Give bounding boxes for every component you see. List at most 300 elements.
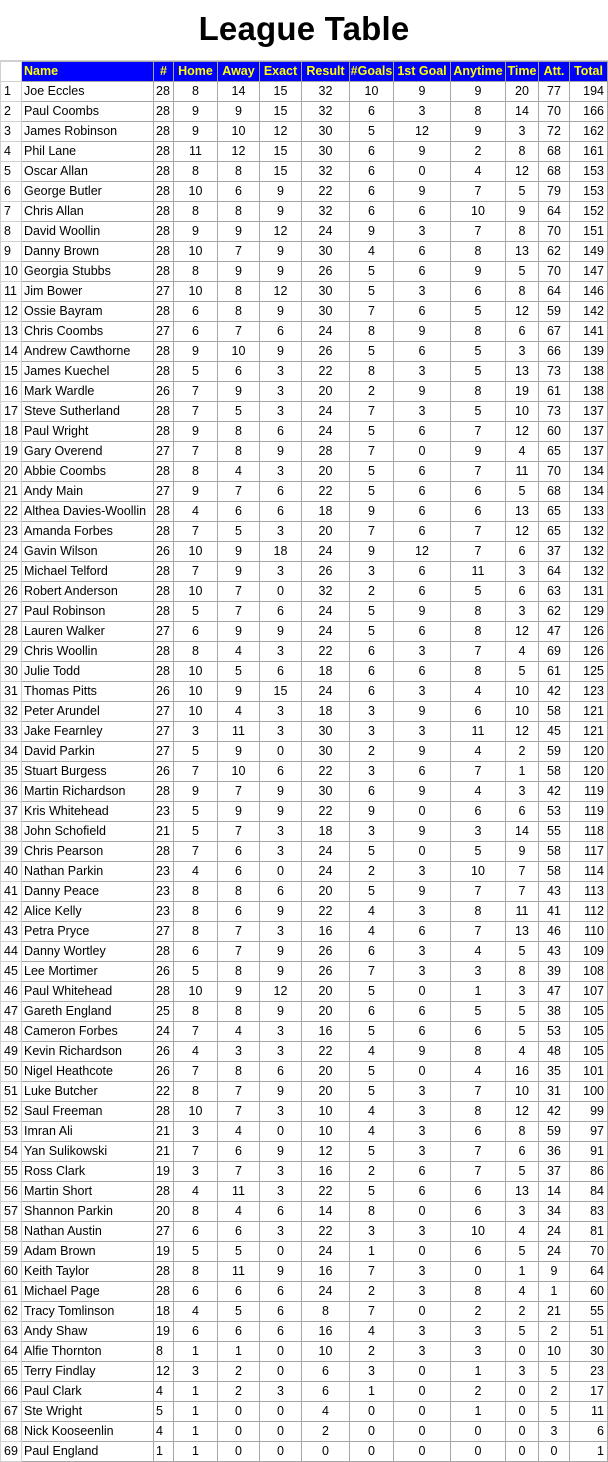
result-cell[interactable]: 16: [302, 1022, 350, 1042]
home-cell[interactable]: 5: [174, 822, 218, 842]
result-cell[interactable]: 18: [302, 502, 350, 522]
time-cell[interactable]: 4: [506, 442, 539, 462]
player-name[interactable]: Jim Bower: [22, 282, 154, 302]
first-goal-cell[interactable]: 3: [394, 222, 451, 242]
total-cell[interactable]: 151: [570, 222, 608, 242]
exact-cell[interactable]: 3: [260, 1022, 302, 1042]
total-cell[interactable]: 84: [570, 1182, 608, 1202]
first-goal-cell[interactable]: 0: [394, 1422, 451, 1442]
table-row[interactable]: [1, 882, 608, 902]
att-cell[interactable]: 31: [539, 1082, 570, 1102]
first-goal-cell[interactable]: 0: [394, 842, 451, 862]
att-cell[interactable]: 64: [539, 202, 570, 222]
total-cell[interactable]: 81: [570, 1222, 608, 1242]
result-cell[interactable]: 0: [302, 1442, 350, 1462]
table-row[interactable]: [1, 1402, 608, 1422]
goals-cell[interactable]: 6: [350, 642, 394, 662]
total-cell[interactable]: 142: [570, 302, 608, 322]
total-cell[interactable]: 107: [570, 982, 608, 1002]
played-cell[interactable]: 28: [154, 502, 174, 522]
goals-cell[interactable]: 6: [350, 682, 394, 702]
result-cell[interactable]: 12: [302, 1142, 350, 1162]
total-cell[interactable]: 194: [570, 82, 608, 102]
exact-cell[interactable]: 9: [260, 1002, 302, 1022]
att-cell[interactable]: 68: [539, 142, 570, 162]
home-cell[interactable]: 6: [174, 1222, 218, 1242]
player-name[interactable]: Stuart Burgess: [22, 762, 154, 782]
player-name[interactable]: Steve Sutherland: [22, 402, 154, 422]
att-cell[interactable]: 55: [539, 822, 570, 842]
total-cell[interactable]: 129: [570, 602, 608, 622]
time-cell[interactable]: 3: [506, 122, 539, 142]
first-goal-cell[interactable]: 6: [394, 342, 451, 362]
goals-cell[interactable]: 5: [350, 982, 394, 1002]
result-cell[interactable]: 20: [302, 882, 350, 902]
total-cell[interactable]: 11: [570, 1402, 608, 1422]
table-row[interactable]: [1, 242, 608, 262]
first-goal-cell[interactable]: 0: [394, 982, 451, 1002]
away-cell[interactable]: 1: [218, 1342, 260, 1362]
exact-cell[interactable]: 3: [260, 842, 302, 862]
played-cell[interactable]: 28: [154, 1102, 174, 1122]
result-cell[interactable]: 16: [302, 1162, 350, 1182]
player-name[interactable]: Paul England: [22, 1442, 154, 1462]
time-cell[interactable]: 5: [506, 262, 539, 282]
header-home[interactable]: Home: [174, 62, 218, 82]
row-number[interactable]: 67: [1, 1402, 22, 1422]
att-cell[interactable]: 0: [539, 1442, 570, 1462]
exact-cell[interactable]: 18: [260, 542, 302, 562]
table-row[interactable]: [1, 662, 608, 682]
result-cell[interactable]: 28: [302, 442, 350, 462]
played-cell[interactable]: 18: [154, 1302, 174, 1322]
result-cell[interactable]: 22: [302, 182, 350, 202]
first-goal-cell[interactable]: 0: [394, 1202, 451, 1222]
result-cell[interactable]: 30: [302, 782, 350, 802]
table-row[interactable]: [1, 442, 608, 462]
played-cell[interactable]: 21: [154, 1122, 174, 1142]
row-number[interactable]: 3: [1, 122, 22, 142]
away-cell[interactable]: 6: [218, 362, 260, 382]
table-row[interactable]: [1, 1182, 608, 1202]
played-cell[interactable]: 28: [154, 782, 174, 802]
table-row[interactable]: [1, 862, 608, 882]
first-goal-cell[interactable]: 3: [394, 102, 451, 122]
time-cell[interactable]: 11: [506, 462, 539, 482]
home-cell[interactable]: 8: [174, 882, 218, 902]
row-number[interactable]: 19: [1, 442, 22, 462]
home-cell[interactable]: 8: [174, 82, 218, 102]
played-cell[interactable]: 22: [154, 1082, 174, 1102]
exact-cell[interactable]: 12: [260, 122, 302, 142]
row-number[interactable]: 52: [1, 1102, 22, 1122]
table-row[interactable]: [1, 702, 608, 722]
total-cell[interactable]: 166: [570, 102, 608, 122]
played-cell[interactable]: 28: [154, 182, 174, 202]
time-cell[interactable]: 3: [506, 782, 539, 802]
anytime-cell[interactable]: 6: [451, 502, 506, 522]
att-cell[interactable]: 70: [539, 462, 570, 482]
att-cell[interactable]: 42: [539, 782, 570, 802]
row-number[interactable]: 59: [1, 1242, 22, 1262]
away-cell[interactable]: 11: [218, 722, 260, 742]
away-cell[interactable]: 8: [218, 1062, 260, 1082]
goals-cell[interactable]: 5: [350, 1022, 394, 1042]
row-number[interactable]: 25: [1, 562, 22, 582]
home-cell[interactable]: 5: [174, 742, 218, 762]
exact-cell[interactable]: 0: [260, 1242, 302, 1262]
anytime-cell[interactable]: 8: [451, 1282, 506, 1302]
result-cell[interactable]: 24: [302, 322, 350, 342]
anytime-cell[interactable]: 8: [451, 602, 506, 622]
time-cell[interactable]: 13: [506, 502, 539, 522]
away-cell[interactable]: 8: [218, 302, 260, 322]
anytime-cell[interactable]: 1: [451, 982, 506, 1002]
result-cell[interactable]: 30: [302, 242, 350, 262]
exact-cell[interactable]: 15: [260, 142, 302, 162]
anytime-cell[interactable]: 9: [451, 262, 506, 282]
first-goal-cell[interactable]: 9: [394, 1042, 451, 1062]
exact-cell[interactable]: 3: [260, 1042, 302, 1062]
att-cell[interactable]: 42: [539, 682, 570, 702]
result-cell[interactable]: 26: [302, 962, 350, 982]
row-number[interactable]: 47: [1, 1002, 22, 1022]
home-cell[interactable]: 7: [174, 522, 218, 542]
total-cell[interactable]: 119: [570, 802, 608, 822]
played-cell[interactable]: 27: [154, 322, 174, 342]
goals-cell[interactable]: 3: [350, 1222, 394, 1242]
att-cell[interactable]: 43: [539, 942, 570, 962]
played-cell[interactable]: 8: [154, 1342, 174, 1362]
player-name[interactable]: Andy Main: [22, 482, 154, 502]
table-row[interactable]: [1, 1002, 608, 1022]
time-cell[interactable]: 6: [506, 582, 539, 602]
away-cell[interactable]: 8: [218, 162, 260, 182]
result-cell[interactable]: 26: [302, 942, 350, 962]
exact-cell[interactable]: 9: [260, 302, 302, 322]
anytime-cell[interactable]: 5: [451, 582, 506, 602]
played-cell[interactable]: 28: [154, 202, 174, 222]
table-row[interactable]: [1, 1022, 608, 1042]
goals-cell[interactable]: 2: [350, 742, 394, 762]
goals-cell[interactable]: 6: [350, 662, 394, 682]
home-cell[interactable]: 1: [174, 1402, 218, 1422]
first-goal-cell[interactable]: 3: [394, 1142, 451, 1162]
att-cell[interactable]: 37: [539, 542, 570, 562]
table-row[interactable]: [1, 542, 608, 562]
total-cell[interactable]: 125: [570, 662, 608, 682]
row-number[interactable]: 35: [1, 762, 22, 782]
anytime-cell[interactable]: 4: [451, 742, 506, 762]
att-cell[interactable]: 60: [539, 422, 570, 442]
home-cell[interactable]: 7: [174, 562, 218, 582]
played-cell[interactable]: 28: [154, 342, 174, 362]
anytime-cell[interactable]: 6: [451, 482, 506, 502]
player-name[interactable]: Danny Wortley: [22, 942, 154, 962]
result-cell[interactable]: 26: [302, 262, 350, 282]
att-cell[interactable]: 62: [539, 602, 570, 622]
exact-cell[interactable]: 9: [260, 622, 302, 642]
player-name[interactable]: Gavin Wilson: [22, 542, 154, 562]
player-name[interactable]: Andrew Cawthorne: [22, 342, 154, 362]
result-cell[interactable]: 22: [302, 1222, 350, 1242]
player-name[interactable]: Chris Allan: [22, 202, 154, 222]
home-cell[interactable]: 10: [174, 682, 218, 702]
anytime-cell[interactable]: 8: [451, 622, 506, 642]
time-cell[interactable]: 6: [506, 1142, 539, 1162]
result-cell[interactable]: 16: [302, 1322, 350, 1342]
first-goal-cell[interactable]: 0: [394, 1062, 451, 1082]
row-number[interactable]: 11: [1, 282, 22, 302]
table-row[interactable]: [1, 1142, 608, 1162]
time-cell[interactable]: 13: [506, 242, 539, 262]
first-goal-cell[interactable]: 3: [394, 1282, 451, 1302]
anytime-cell[interactable]: 9: [451, 442, 506, 462]
result-cell[interactable]: 22: [302, 802, 350, 822]
total-cell[interactable]: 6: [570, 1422, 608, 1442]
first-goal-cell[interactable]: 6: [394, 242, 451, 262]
played-cell[interactable]: 28: [154, 642, 174, 662]
total-cell[interactable]: 138: [570, 382, 608, 402]
played-cell[interactable]: 4: [154, 1422, 174, 1442]
first-goal-cell[interactable]: 6: [394, 762, 451, 782]
total-cell[interactable]: 131: [570, 582, 608, 602]
row-number[interactable]: 39: [1, 842, 22, 862]
played-cell[interactable]: 28: [154, 302, 174, 322]
home-cell[interactable]: 5: [174, 602, 218, 622]
home-cell[interactable]: 8: [174, 1262, 218, 1282]
time-cell[interactable]: 10: [506, 702, 539, 722]
total-cell[interactable]: 51: [570, 1322, 608, 1342]
row-number[interactable]: 4: [1, 142, 22, 162]
first-goal-cell[interactable]: 0: [394, 1362, 451, 1382]
away-cell[interactable]: 3: [218, 1042, 260, 1062]
exact-cell[interactable]: 9: [260, 802, 302, 822]
played-cell[interactable]: 23: [154, 862, 174, 882]
att-cell[interactable]: 62: [539, 242, 570, 262]
att-cell[interactable]: 73: [539, 362, 570, 382]
goals-cell[interactable]: 6: [350, 182, 394, 202]
total-cell[interactable]: 119: [570, 782, 608, 802]
result-cell[interactable]: 30: [302, 742, 350, 762]
time-cell[interactable]: 5: [506, 482, 539, 502]
time-cell[interactable]: 4: [506, 1222, 539, 1242]
player-name[interactable]: Alice Kelly: [22, 902, 154, 922]
anytime-cell[interactable]: 7: [451, 542, 506, 562]
total-cell[interactable]: 146: [570, 282, 608, 302]
goals-cell[interactable]: 1: [350, 1242, 394, 1262]
time-cell[interactable]: 10: [506, 1082, 539, 1102]
row-number[interactable]: 68: [1, 1422, 22, 1442]
anytime-cell[interactable]: 6: [451, 282, 506, 302]
header-time[interactable]: Time: [506, 62, 539, 82]
att-cell[interactable]: 43: [539, 882, 570, 902]
away-cell[interactable]: 10: [218, 122, 260, 142]
goals-cell[interactable]: 5: [350, 482, 394, 502]
goals-cell[interactable]: 7: [350, 962, 394, 982]
away-cell[interactable]: 7: [218, 602, 260, 622]
goals-cell[interactable]: 6: [350, 102, 394, 122]
anytime-cell[interactable]: 8: [451, 662, 506, 682]
player-name[interactable]: Paul Robinson: [22, 602, 154, 622]
away-cell[interactable]: 9: [218, 542, 260, 562]
time-cell[interactable]: 3: [506, 1362, 539, 1382]
time-cell[interactable]: 13: [506, 362, 539, 382]
goals-cell[interactable]: 5: [350, 342, 394, 362]
anytime-cell[interactable]: 3: [451, 822, 506, 842]
home-cell[interactable]: 7: [174, 762, 218, 782]
home-cell[interactable]: 10: [174, 542, 218, 562]
away-cell[interactable]: 7: [218, 1162, 260, 1182]
time-cell[interactable]: 8: [506, 962, 539, 982]
time-cell[interactable]: 4: [506, 642, 539, 662]
result-cell[interactable]: 24: [302, 682, 350, 702]
home-cell[interactable]: 8: [174, 1002, 218, 1022]
player-name[interactable]: Yan Sulikowski: [22, 1142, 154, 1162]
time-cell[interactable]: 6: [506, 802, 539, 822]
home-cell[interactable]: 7: [174, 1022, 218, 1042]
first-goal-cell[interactable]: 3: [394, 362, 451, 382]
goals-cell[interactable]: 7: [350, 402, 394, 422]
goals-cell[interactable]: 6: [350, 202, 394, 222]
anytime-cell[interactable]: 7: [451, 222, 506, 242]
table-row[interactable]: [1, 622, 608, 642]
away-cell[interactable]: 12: [218, 142, 260, 162]
played-cell[interactable]: 28: [154, 422, 174, 442]
exact-cell[interactable]: 0: [260, 1442, 302, 1462]
anytime-cell[interactable]: 6: [451, 802, 506, 822]
away-cell[interactable]: 8: [218, 962, 260, 982]
first-goal-cell[interactable]: 0: [394, 802, 451, 822]
goals-cell[interactable]: 3: [350, 722, 394, 742]
anytime-cell[interactable]: 10: [451, 1222, 506, 1242]
player-name[interactable]: Mark Wardle: [22, 382, 154, 402]
home-cell[interactable]: 6: [174, 322, 218, 342]
anytime-cell[interactable]: 8: [451, 382, 506, 402]
att-cell[interactable]: 9: [539, 1262, 570, 1282]
played-cell[interactable]: 27: [154, 922, 174, 942]
anytime-cell[interactable]: 8: [451, 242, 506, 262]
total-cell[interactable]: 134: [570, 462, 608, 482]
player-name[interactable]: John Schofield: [22, 822, 154, 842]
anytime-cell[interactable]: 2: [451, 1302, 506, 1322]
player-name[interactable]: Petra Pryce: [22, 922, 154, 942]
goals-cell[interactable]: 8: [350, 1202, 394, 1222]
goals-cell[interactable]: 9: [350, 802, 394, 822]
first-goal-cell[interactable]: 12: [394, 122, 451, 142]
exact-cell[interactable]: 9: [260, 202, 302, 222]
goals-cell[interactable]: 5: [350, 282, 394, 302]
first-goal-cell[interactable]: 9: [394, 782, 451, 802]
anytime-cell[interactable]: 6: [451, 1242, 506, 1262]
att-cell[interactable]: 14: [539, 1182, 570, 1202]
first-goal-cell[interactable]: 9: [394, 182, 451, 202]
played-cell[interactable]: 26: [154, 682, 174, 702]
played-cell[interactable]: 26: [154, 962, 174, 982]
anytime-cell[interactable]: 7: [451, 882, 506, 902]
total-cell[interactable]: 133: [570, 502, 608, 522]
away-cell[interactable]: 7: [218, 1082, 260, 1102]
time-cell[interactable]: 5: [506, 1022, 539, 1042]
table-row[interactable]: [1, 422, 608, 442]
player-name[interactable]: Tracy Tomlinson: [22, 1302, 154, 1322]
table-row[interactable]: [1, 262, 608, 282]
away-cell[interactable]: 9: [218, 622, 260, 642]
goals-cell[interactable]: 4: [350, 1102, 394, 1122]
time-cell[interactable]: 12: [506, 622, 539, 642]
exact-cell[interactable]: 3: [260, 1102, 302, 1122]
att-cell[interactable]: 68: [539, 162, 570, 182]
total-cell[interactable]: 126: [570, 642, 608, 662]
att-cell[interactable]: 35: [539, 1062, 570, 1082]
table-row[interactable]: [1, 1282, 608, 1302]
result-cell[interactable]: 24: [302, 1242, 350, 1262]
exact-cell[interactable]: 6: [260, 502, 302, 522]
att-cell[interactable]: 24: [539, 1222, 570, 1242]
home-cell[interactable]: 8: [174, 462, 218, 482]
result-cell[interactable]: 20: [302, 982, 350, 1002]
total-cell[interactable]: 60: [570, 1282, 608, 1302]
played-cell[interactable]: 28: [154, 242, 174, 262]
header-exact[interactable]: Exact: [260, 62, 302, 82]
player-name[interactable]: Ossie Bayram: [22, 302, 154, 322]
exact-cell[interactable]: 0: [260, 1402, 302, 1422]
att-cell[interactable]: 47: [539, 982, 570, 1002]
player-name[interactable]: Paul Coombs: [22, 102, 154, 122]
table-row[interactable]: [1, 1062, 608, 1082]
goals-cell[interactable]: 5: [350, 262, 394, 282]
first-goal-cell[interactable]: 9: [394, 82, 451, 102]
player-name[interactable]: James Robinson: [22, 122, 154, 142]
first-goal-cell[interactable]: 6: [394, 622, 451, 642]
exact-cell[interactable]: 6: [260, 422, 302, 442]
time-cell[interactable]: 12: [506, 162, 539, 182]
exact-cell[interactable]: 3: [260, 382, 302, 402]
row-number[interactable]: 23: [1, 522, 22, 542]
row-number[interactable]: 27: [1, 602, 22, 622]
anytime-cell[interactable]: 7: [451, 1082, 506, 1102]
att-cell[interactable]: 64: [539, 282, 570, 302]
att-cell[interactable]: 70: [539, 222, 570, 242]
played-cell[interactable]: 28: [154, 1262, 174, 1282]
total-cell[interactable]: 162: [570, 122, 608, 142]
first-goal-cell[interactable]: 9: [394, 702, 451, 722]
total-cell[interactable]: 138: [570, 362, 608, 382]
first-goal-cell[interactable]: 3: [394, 1322, 451, 1342]
first-goal-cell[interactable]: 9: [394, 822, 451, 842]
player-name[interactable]: Nathan Parkin: [22, 862, 154, 882]
anytime-cell[interactable]: 9: [451, 122, 506, 142]
goals-cell[interactable]: 6: [350, 782, 394, 802]
time-cell[interactable]: 9: [506, 842, 539, 862]
row-number[interactable]: 61: [1, 1282, 22, 1302]
table-row[interactable]: [1, 562, 608, 582]
goals-cell[interactable]: 5: [350, 1142, 394, 1162]
first-goal-cell[interactable]: 6: [394, 482, 451, 502]
played-cell[interactable]: 21: [154, 1142, 174, 1162]
row-number[interactable]: 53: [1, 1122, 22, 1142]
away-cell[interactable]: 9: [218, 742, 260, 762]
total-cell[interactable]: 1: [570, 1442, 608, 1462]
att-cell[interactable]: 34: [539, 1202, 570, 1222]
anytime-cell[interactable]: 7: [451, 762, 506, 782]
played-cell[interactable]: 26: [154, 1042, 174, 1062]
anytime-cell[interactable]: 7: [451, 922, 506, 942]
time-cell[interactable]: 3: [506, 1202, 539, 1222]
total-cell[interactable]: 153: [570, 162, 608, 182]
row-number[interactable]: 24: [1, 542, 22, 562]
exact-cell[interactable]: 9: [260, 942, 302, 962]
